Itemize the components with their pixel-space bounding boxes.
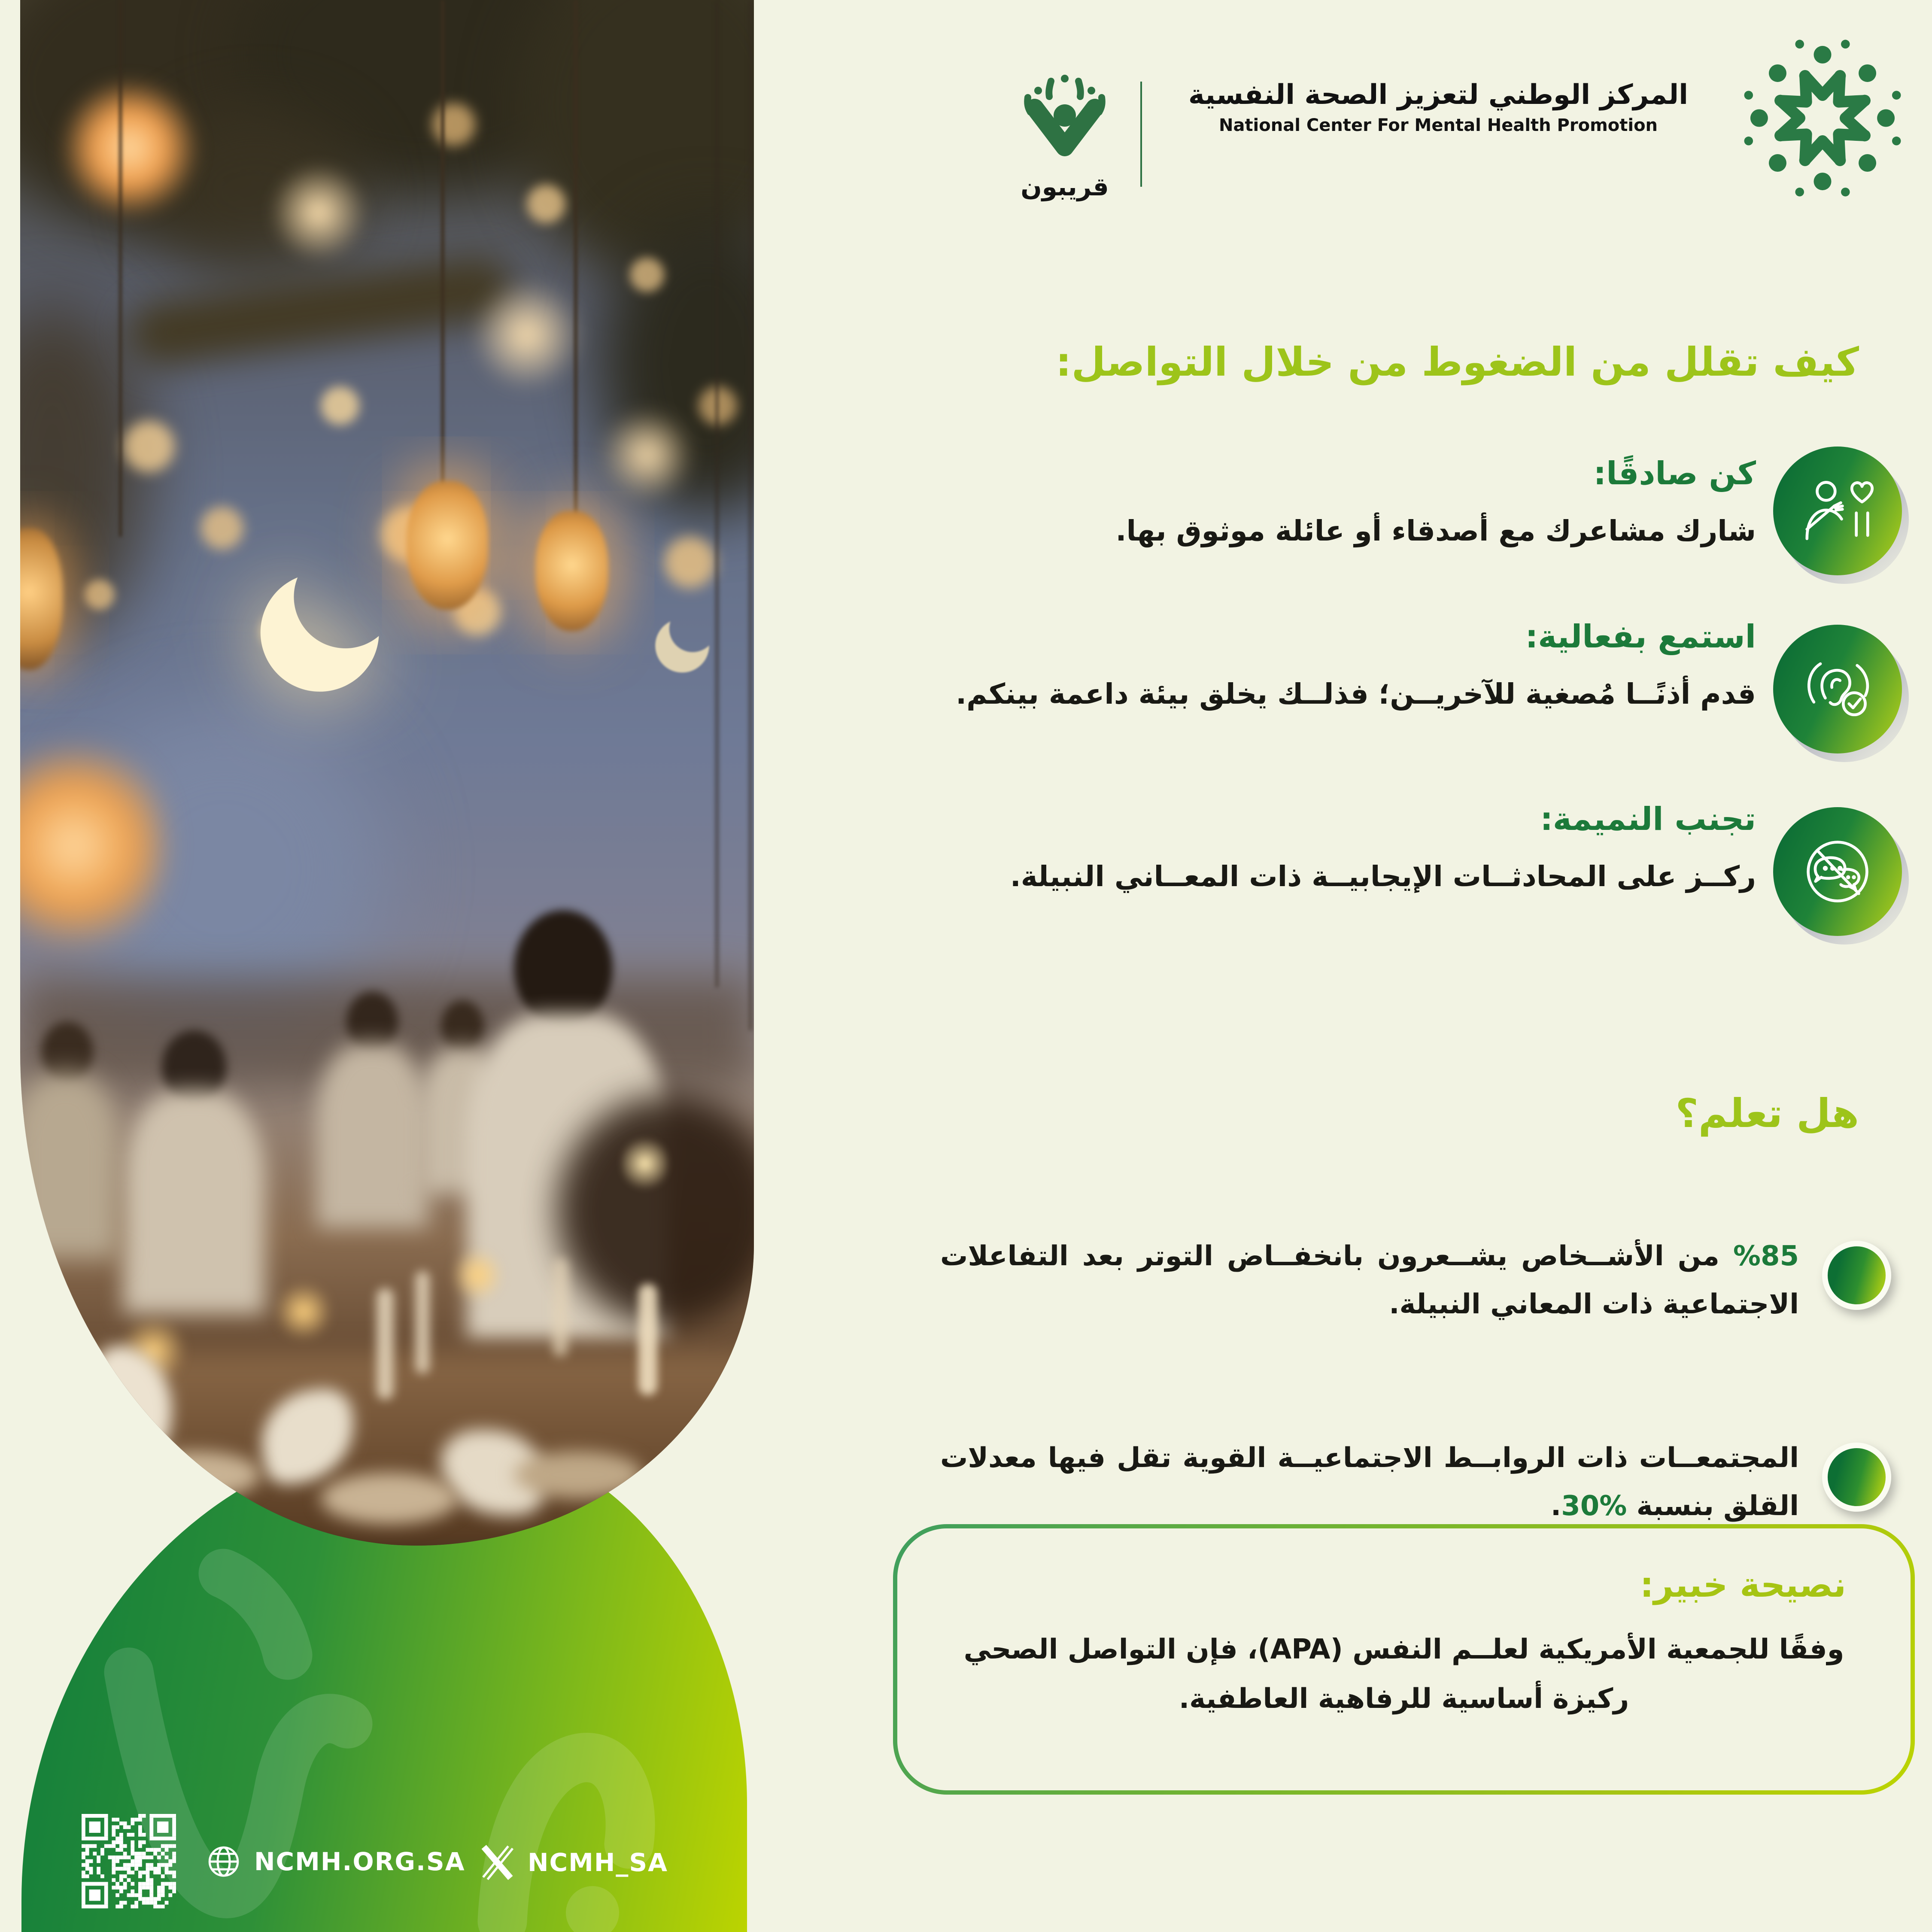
org-name-block bbox=[1168, 79, 1709, 135]
website-label[interactable]: NCMH.ORG.SA bbox=[254, 1847, 465, 1876]
fact-30-percent: المجتمعــات ذات الروابــط الاجتماعيــة القوية تقل فيها معدلات القلق بنسبة %30. bbox=[940, 1442, 1799, 1522]
globe-icon bbox=[206, 1844, 241, 1879]
did-you-know-title: هل تعلم؟ bbox=[1675, 1091, 1859, 1136]
qareboon-label: قريبون bbox=[1021, 172, 1109, 201]
x-handle-label[interactable]: NCMH_SA bbox=[528, 1848, 668, 1877]
section-no-gossip-icon-badge bbox=[1773, 807, 1902, 936]
section-listening-body: قدم أذنًــا مُصغية للآخريــن؛ فذلــك يخلق بيئة داعمة بينكم. bbox=[956, 677, 1756, 711]
crescent-moon bbox=[236, 539, 410, 719]
qr-code-icon[interactable] bbox=[82, 1814, 176, 1908]
lantern bbox=[407, 481, 488, 610]
hand-on-chest-heart-icon bbox=[1797, 470, 1878, 552]
header-divider bbox=[1140, 82, 1142, 187]
section-listening-icon-badge bbox=[1773, 625, 1902, 753]
fact-bullet-icon bbox=[1822, 1241, 1891, 1310]
section-no-gossip-heading: تجنب النميمة: bbox=[1540, 801, 1756, 838]
org-name-arabic: المركز الوطني لتعزيز الصحة النفسية bbox=[1188, 79, 1689, 111]
lantern bbox=[20, 528, 63, 670]
fact-bullet-icon bbox=[1822, 1443, 1891, 1512]
expert-tip-title: نصيحة خبير: bbox=[1640, 1565, 1846, 1605]
section-honesty-heading: كن صادقًا: bbox=[1593, 455, 1756, 492]
section-honesty-body: شارك مشاعرك مع أصدقاء أو عائلة موثوق بها. bbox=[1115, 514, 1756, 547]
qareboon-logo bbox=[1007, 71, 1123, 201]
fact-highlight: %30 bbox=[1561, 1490, 1627, 1522]
expert-tip-box bbox=[893, 1524, 1915, 1795]
fact-85-percent: %85 من الأشــخاص يشــعرون بانخفــاض التوتر بعد التفاعلات الاجتماعية ذات المعاني النبيلة. bbox=[940, 1240, 1799, 1320]
page-title: كيف تقلل من الضغوط من خلال التواصل: bbox=[1055, 339, 1859, 385]
no-gossip-speech-bubbles-icon bbox=[1797, 831, 1878, 912]
crescent-moon-small bbox=[642, 601, 725, 687]
ncmh-emblem-icon bbox=[1735, 30, 1911, 206]
lantern bbox=[535, 511, 608, 631]
section-honesty-icon-badge bbox=[1773, 447, 1902, 575]
fact-highlight: %85 bbox=[1733, 1240, 1799, 1272]
section-no-gossip-body: ركــز على المحادثــات الإيجابيــة ذات المعــاني النبيلة. bbox=[1010, 860, 1756, 893]
x-logo-icon bbox=[479, 1844, 516, 1881]
expert-tip-body: وفقًا للجمعية الأمريكية لعلــم النفس (APA)، فإن التواصل الصحي ركيزة أساسية للرفاهية العاطفية. bbox=[963, 1634, 1844, 1715]
iftar-gathering-photo bbox=[20, 0, 754, 1546]
org-name-english: National Center For Mental Health Promotion bbox=[1218, 115, 1658, 135]
website-link[interactable] bbox=[206, 1844, 465, 1879]
qareboon-logo-icon bbox=[1013, 71, 1116, 170]
section-listening-heading: استمع بفعالية: bbox=[1525, 618, 1756, 655]
x-account-link[interactable] bbox=[479, 1844, 668, 1881]
ear-listening-check-icon bbox=[1797, 648, 1878, 730]
